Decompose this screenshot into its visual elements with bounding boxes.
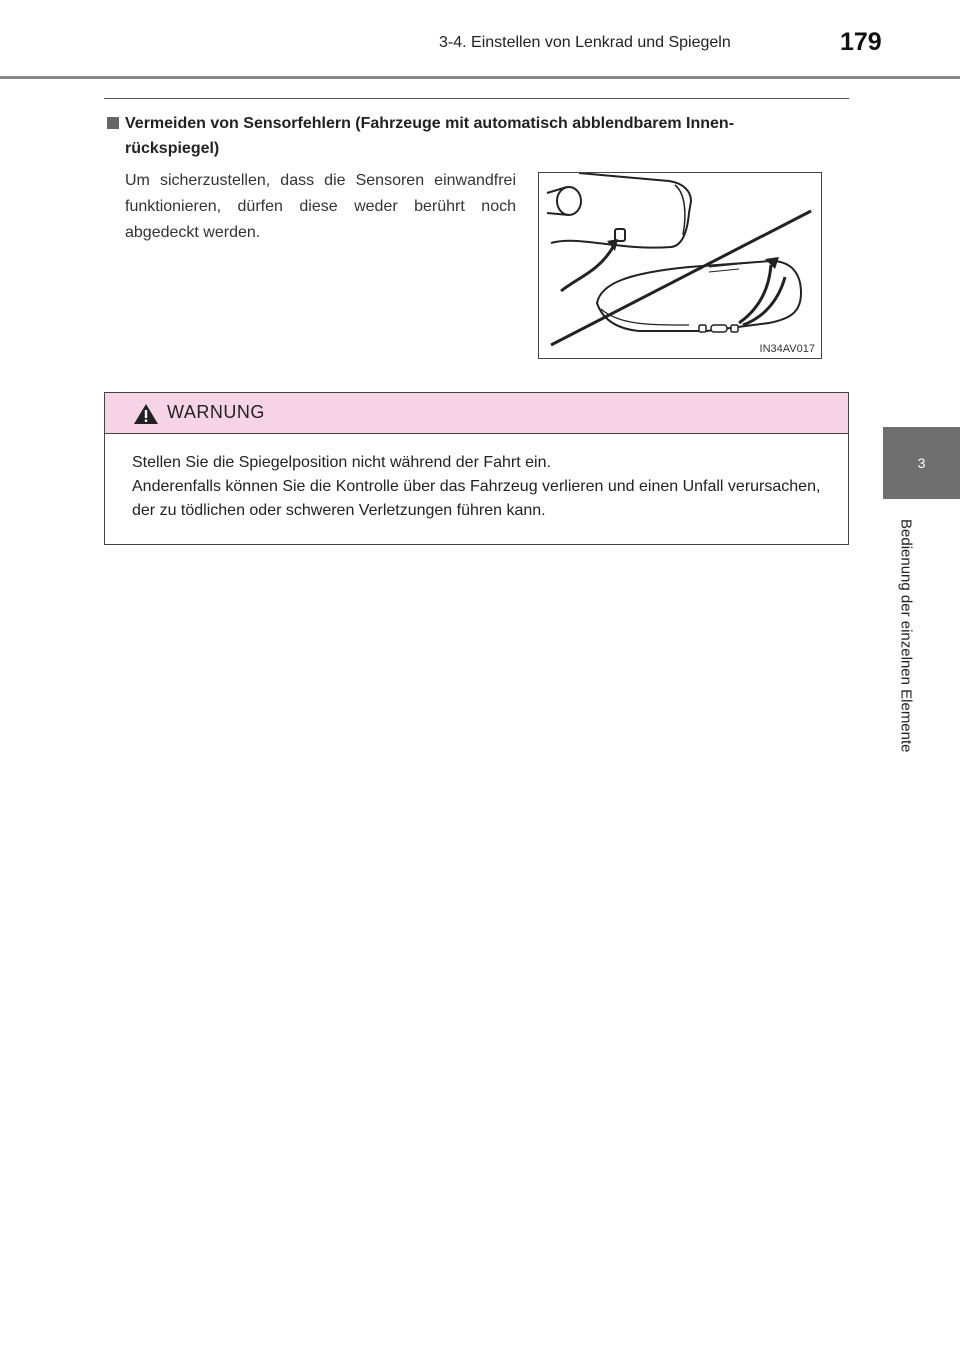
figure-code: IN34AV017 [759, 343, 815, 355]
section-heading [107, 111, 852, 161]
square-bullet-icon [107, 117, 119, 129]
page-number: 179 [840, 28, 882, 56]
chapter-title: Bedienung der einzelnen Elemente [897, 519, 915, 753]
section-title: 3-4. Einstellen von Lenkrad und Spiegeln [439, 34, 731, 51]
warning-line-1: Stellen Sie die Spiegelposition nicht während der Fahrt ein. [132, 454, 551, 471]
chapter-tab [883, 427, 960, 499]
warning-title: WARNUNG [167, 402, 265, 422]
section-body: Um sicherzustellen, dass die Sensoren einwandfrei funktionieren, dürfen diese weder berührt noch abgedeckt werden. [125, 172, 516, 241]
warning-line-2: Anderenfalls können Sie die Kontrolle über das Fahrzeug verlieren und einen Unfall verursachen, der zu tödlichen oder schweren Verletzungen führen kann. [132, 478, 821, 519]
heading-line-2: rückspiegel) [125, 140, 220, 157]
mirror-illustration [539, 173, 821, 358]
warning-box [104, 392, 849, 545]
chapter-side-label [876, 519, 936, 789]
heading-line-1: Vermeiden von Sensorfehlern (Fahrzeuge mit automatisch abblendbarem Innen- [125, 115, 735, 132]
header-rule [0, 76, 960, 79]
chapter-number: 3 [917, 455, 926, 471]
warning-header [105, 393, 848, 434]
section-divider [104, 98, 849, 99]
mirror-sensor-figure [538, 172, 822, 359]
warning-triangle-icon [133, 403, 159, 425]
warning-text [132, 451, 832, 523]
